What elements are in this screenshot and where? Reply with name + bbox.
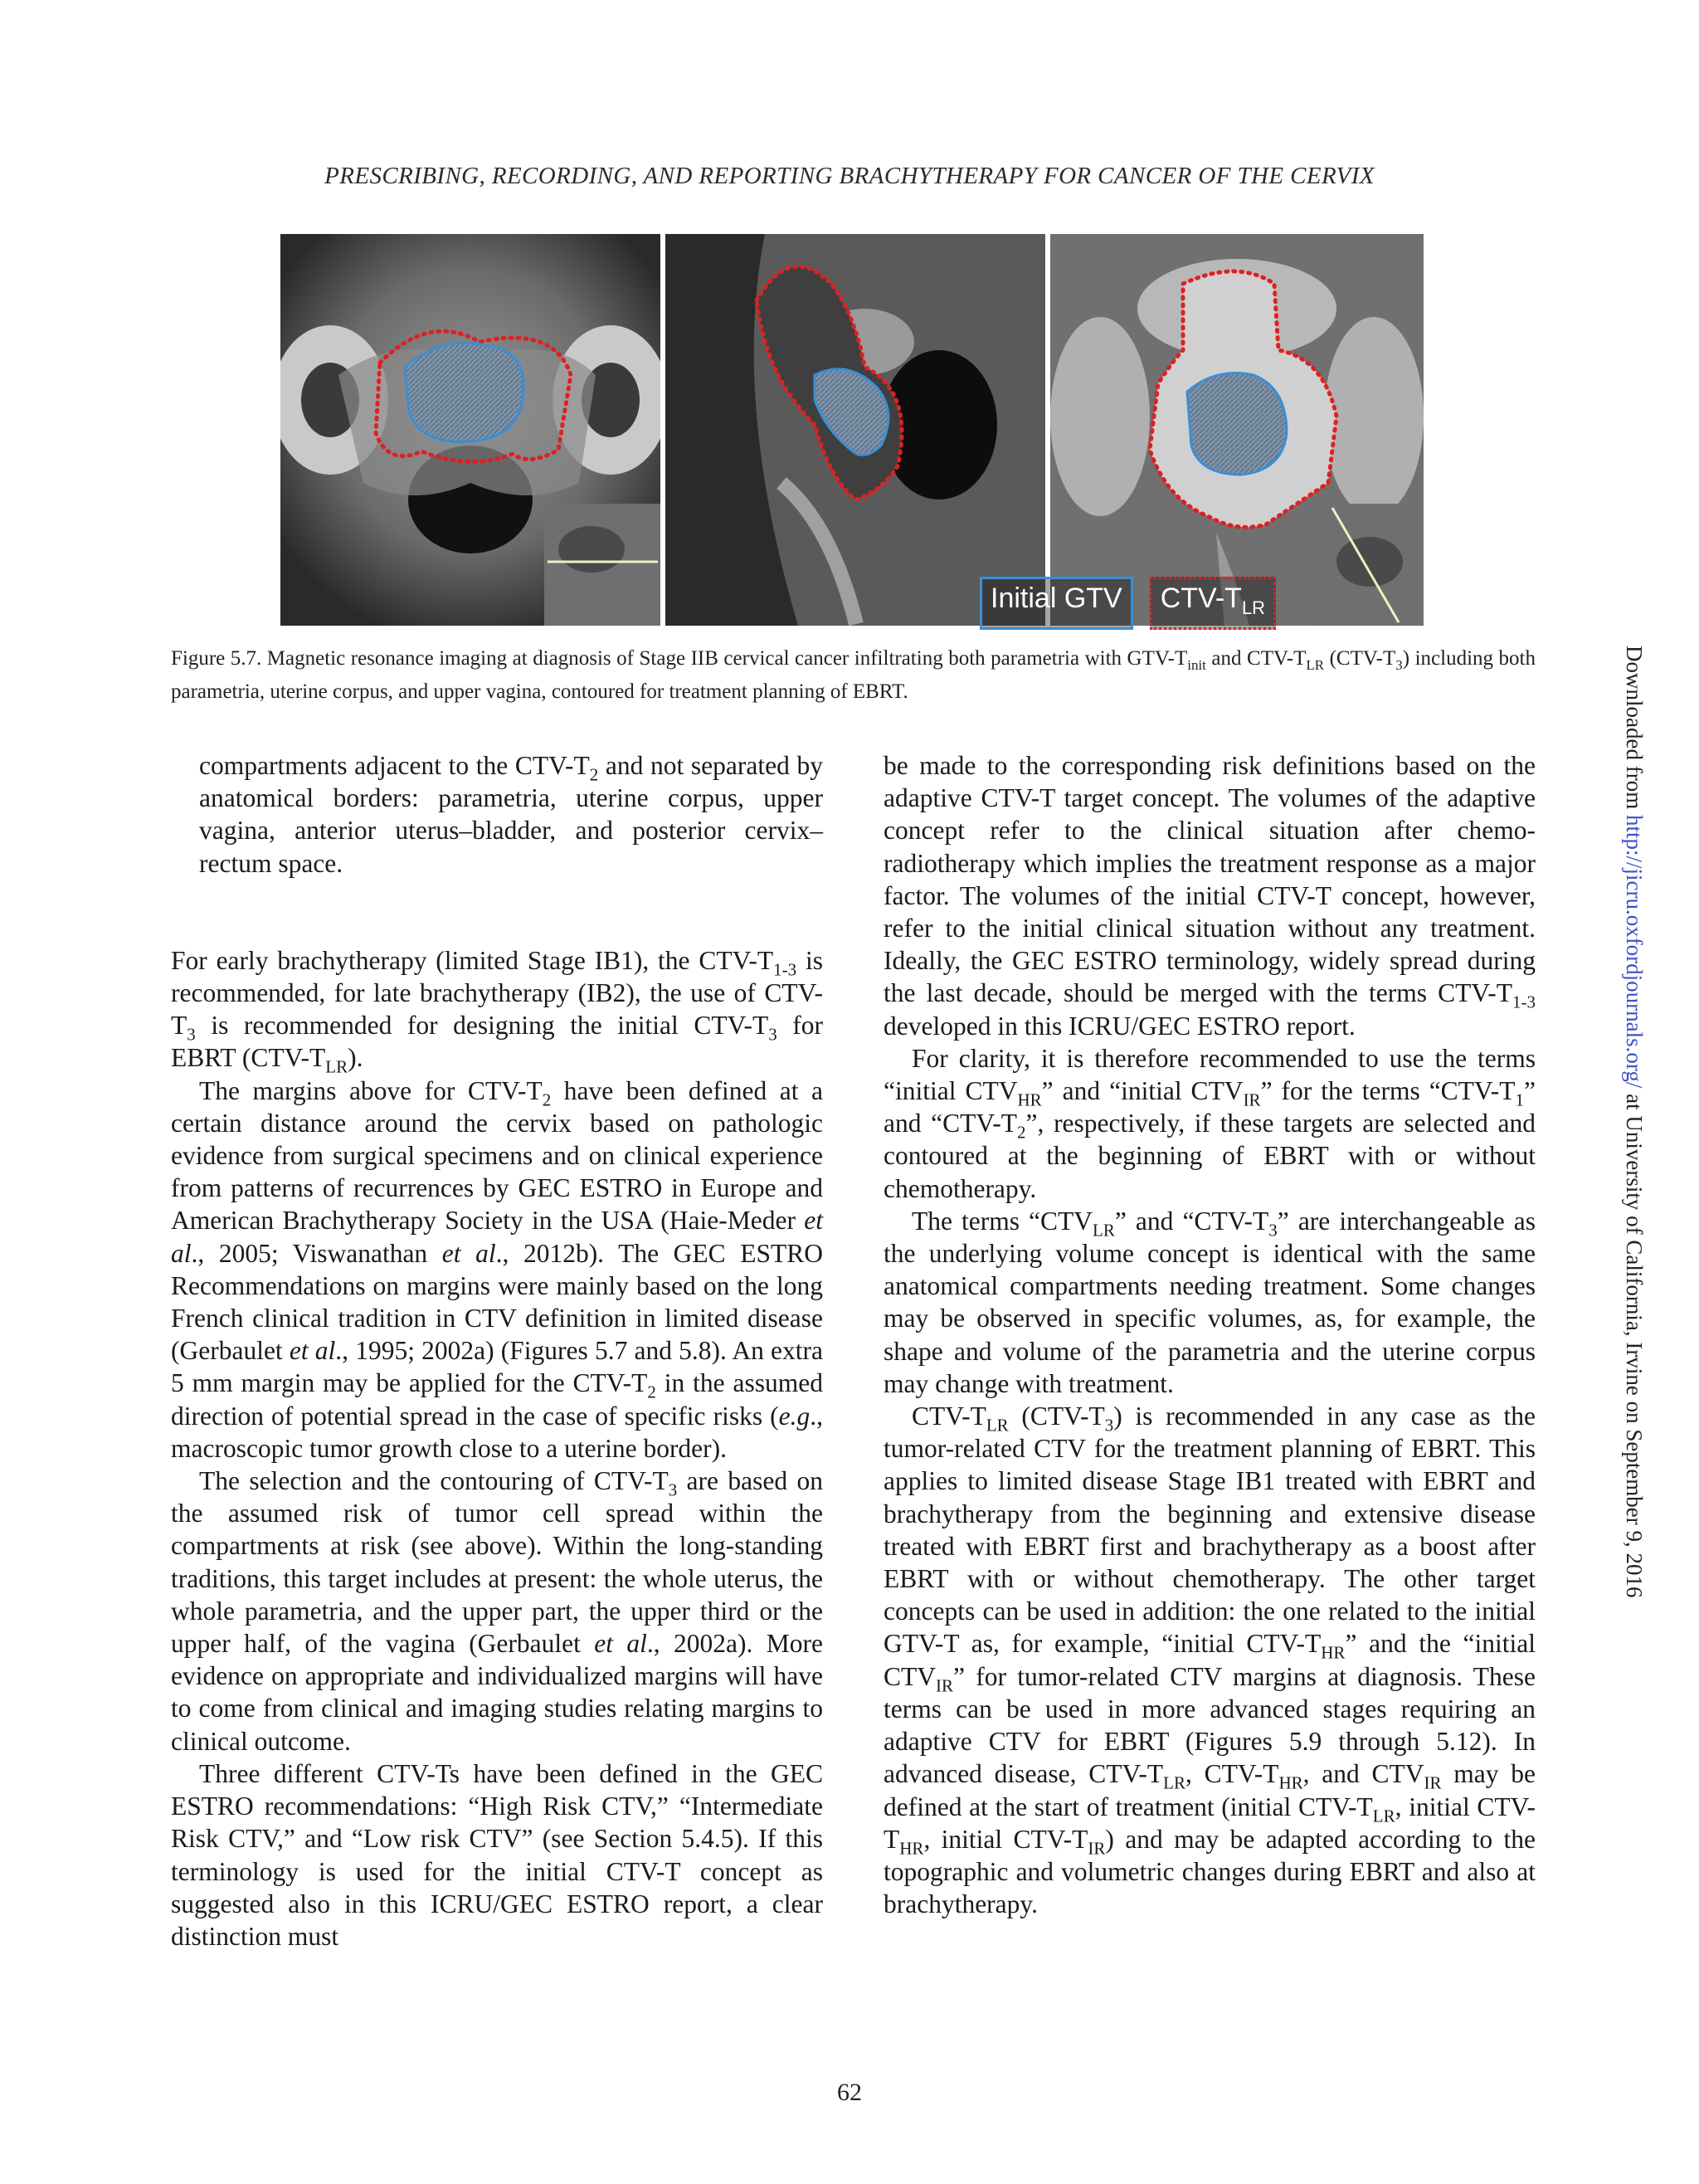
paragraph: CTV-$T_{LR}$ $(CTV-T_3)$ is recommended in any case as the tumor-related CTV for the treatment planning of EBRT. This applies to limited disease Stage IB1 treated with EBRT and brachytherapy from the beginning and extensive disease treated with EBRT first and brachytherapy as a boost after EBRT with or without chemotherapy. The other target concepts can be used in addition: the one related to the initial GTV-T as, for example, “initial CTV-$T_{HR}$” and the “initial $CTV_{IR}$” for tumor-related CTV margins at diagnosis. These terms can be used in more advanced stages requiring an adaptive CTV for EBRT (Figures 5.9 through 5.12). In advanced disease, CTV-$T_{LR}$, CTV-$T_{HR}$, and $CTV_{IR}$ may be defined at the start of treatment (initial CTV-$T_{LR}$, initial CTV-$T_{HR}$, initial CTV-$T_{IR}$) and may be adapted according to the topographic and volumetric changes during EBRT and also at brachytherapy. (884, 1402, 1536, 1919)
paragraph: For clarity, it is therefore recommended to use the terms “initial $CTV_{HR}$” and “initial $CTV_{IR}$” for the terms “$CTV-T_1$” and “$CTV-T_2$”, respectively, if these targets are selected and contoured at the beginning of EBRT with or without chemotherapy. (884, 1043, 1536, 1203)
figure-caption: Figure 5.7. Magnetic resonance imaging at diagnosis of Stage IIB cervical cancer infiltrating both parametria with GTV-$T_{init}$ and CTV-$T_{LR}$ $(CTV-T_3)$ including both parametria, uterine corpus, and upper vagina, contoured for treatment planning of EBRT. (171, 647, 1536, 703)
paragraph: Three different CTV-Ts have been defined in the GEC ESTRO recommendations: “High Risk CTV,” “Intermediate Risk CTV,” and “Low risk CTV” (see Section 5.4.5). If this terminology is used for the initial CTV-T concept as suggested also in this ICRU/GEC ESTRO report, a clear distinction must (171, 1758, 823, 1951)
download-note (1621, 646, 1647, 1598)
right-column (884, 749, 1536, 1920)
mri-coronal-image (1050, 234, 1424, 626)
download-note-prefix: Downloaded from (1622, 646, 1647, 815)
legend-initial-gtv: Initial GTV (980, 577, 1133, 630)
page-number: 62 (837, 2079, 862, 2106)
legend-ctv-tlr: CTV-$T_{LR}$ (1150, 577, 1276, 630)
paragraph: compartments adjacent to the CTV-$T_2$ and not separated by anatomical borders: parametria, uterine corpus, upper vagina, anterior uterus–bladder, and posterior cervix–rectum space. (199, 751, 823, 878)
paragraph: The terms “$CTV_{LR}$” and “$CTV-T_3$” are interchangeable as the underlying volume concept is identical with the same anatomical compartments needing treatment. Some changes may be observed in specific volumes, as, for example, the shape and volume of the parametria and the uterine corpus may change with treatment. (884, 1206, 1536, 1398)
mri-sagittal-image (665, 234, 1045, 626)
paragraph: The selection and the contouring of CTV-$T_3$ are based on the assumed risk of tumor cell spread within the compartments at risk (see above). Within the long-standing traditions, this target includes at present: the whole uterus, the whole parametria, and the upper part, the upper third or the upper half, of the vagina (Gerbaulet et al., 2002a). More evidence on appropriate and individualized margins will have to come from clinical and imaging studies relating margins to clinical outcome. (171, 1466, 823, 1756)
download-note-suffix: at University of California, Irvine on September 9, 2016 (1622, 1088, 1647, 1598)
mri-sagittal-svg (665, 234, 1045, 626)
journal-link[interactable]: http://jicru.oxfordjournals.org/ (1622, 814, 1647, 1089)
paragraph: be made to the corresponding risk definitions based on the adaptive CTV-T target concept. The volumes of the adaptive concept refer to the clinical situation after chemo-radiotherapy which implies the treatment response as a major factor. The volumes of the initial CTV-T concept, however, refer to the initial clinical situation without any treatment. Ideally, the GEC ESTRO terminology, widely spread during the last decade, should be merged with the terms CTV-$T_{1-3}$ developed in this ICRU/GEC ESTRO report. (884, 751, 1536, 1041)
download-watermark (1622, 646, 1663, 1598)
running-header: PRESCRIBING, RECORDING, AND REPORTING BRACHYTHERAPY FOR CANCER OF THE CERVIX (324, 163, 1375, 189)
mri-coronal-svg (1050, 234, 1424, 626)
mri-axial-image (280, 234, 660, 626)
figure-5-7 (280, 234, 1424, 626)
figure-legend (980, 577, 1276, 630)
mri-axial-svg (280, 234, 660, 626)
left-column (171, 749, 823, 1952)
paragraph: For early brachytherapy (limited Stage IB1), the CTV-$T_{1-3}$ is recommended, for late brachytherapy (IB2), the use of CTV-$T_3$ is recommended for designing the initial CTV-$T_3$ for EBRT $(CTV-T_{LR})$. (171, 945, 824, 1077)
paragraph: The margins above for CTV-$T_2$ have been defined at a certain distance around the cervix based on pathologic evidence from surgical specimens and on clinical experience from patterns of recurrences by GEC ESTRO in Europe and American Brachytherapy Society in the USA (Haie-Meder et al., 2005; Viswanathan et al., 2012b). The GEC ESTRO Recommendations on margins were mainly based on the long French clinical tradition in CTV definition in limited disease (Gerbaulet et al., 1995; 2002a) (Figures 5.7 and 5.8). An extra 5 mm margin may be applied for the CTV-$T_2$ in the assumed direction of potential spread in the case of specific risks (e.g., macroscopic tumor growth close to a uterine border). (171, 1075, 824, 1463)
